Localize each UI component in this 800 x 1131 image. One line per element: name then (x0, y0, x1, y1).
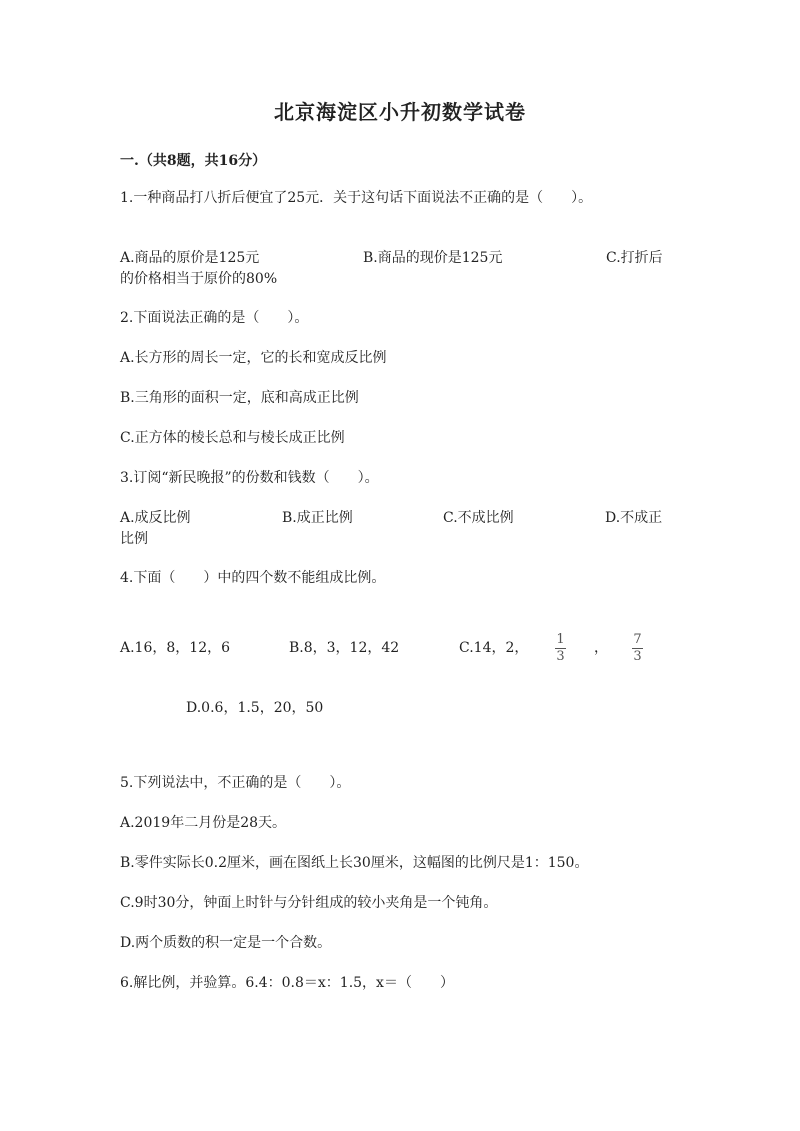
question-5-option-c: C.9时30分，钟面上时针与分针组成的较小夹角是一个钝角。 (120, 895, 498, 911)
question-1-option-b: B.商品的现价是125元 (363, 250, 503, 266)
question-3-option-a: A.成反比例 (120, 510, 191, 526)
fraction-one-third (555, 633, 566, 664)
question-4-option-d: D.0.6，1.5，20，50 (186, 700, 324, 716)
question-3-option-d: D.不成正 (605, 510, 663, 526)
question-2-option-a: A.长方形的周长一定，它的长和宽成反比例 (120, 350, 387, 366)
question-5-option-b: B.零件实际长0.2厘米，画在图纸上长30厘米，这幅图的比例尺是1：150。 (120, 855, 589, 871)
fraction-denominator: 3 (633, 649, 642, 664)
question-5-stem: 5.下列说法中，不正确的是（ ）。 (120, 775, 351, 791)
fraction-numerator: 7 (633, 632, 642, 647)
fraction-denominator: 3 (556, 649, 565, 664)
question-4-option-a: A.16，8，12，6 (120, 640, 231, 656)
fraction-numerator: 1 (556, 632, 565, 647)
question-1-option-a: A.商品的原价是125元 (120, 250, 260, 266)
question-3-option-b: B.成正比例 (282, 510, 353, 526)
section-heading: 一.（共8题，共16分） (120, 153, 267, 169)
question-5-option-a: A.2019年二月份是28天。 (120, 815, 287, 831)
question-5-option-d: D.两个质数的积一定是一个合数。 (120, 935, 332, 951)
question-4-option-b: B.8，3，12，42 (289, 640, 400, 656)
question-2-stem: 2.下面说法正确的是（ ）。 (120, 310, 309, 326)
question-1-option-c-continued: 的价格相当于原价的80% (120, 271, 278, 287)
question-3-stem: 3.订阅“新民晚报”的份数和钱数（ ）。 (120, 470, 379, 486)
question-4-option-c-separator: ， (594, 640, 608, 656)
page-title: 北京海淀区小升初数学试卷 (274, 100, 526, 124)
question-3-option-c: C.不成比例 (443, 510, 514, 526)
question-1-stem: 1.一种商品打八折后便宜了25元．关于这句话下面说法不正确的是（ ）。 (120, 190, 593, 206)
question-2-option-c: C.正方体的棱长总和与棱长成正比例 (120, 430, 345, 446)
question-6-stem: 6.解比例，并验算。6.4：0.8＝x：1.5，x＝（ ） (120, 975, 454, 991)
question-4-stem: 4.下面（ ）中的四个数不能组成比例。 (120, 570, 386, 586)
question-4-option-c: C.14，2， (459, 640, 529, 656)
question-3-option-d-continued: 比例 (120, 531, 148, 547)
question-2-option-b: B.三角形的面积一定，底和高成正比例 (120, 390, 359, 406)
fraction-seven-thirds (632, 633, 643, 664)
question-1-option-c: C.打折后 (606, 250, 663, 266)
